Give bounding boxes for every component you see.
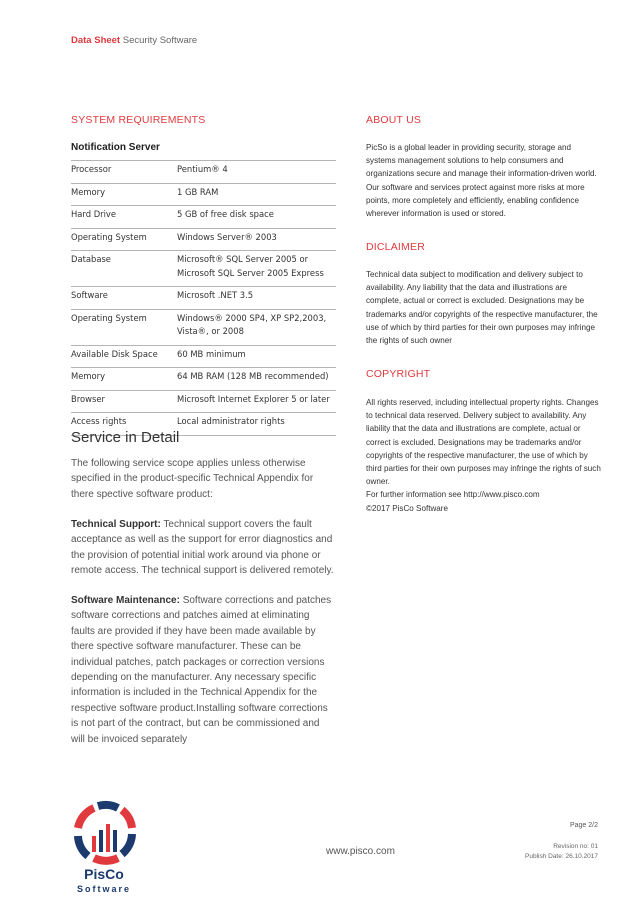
technical-support-text: Technical support covers the fault acceptance as well as the support for error diagnostics and the provision of potential initial work around via phone or remote access. The technical support is delivered remotely.: [71, 519, 334, 577]
requirement-value: 5 GB of free disk space: [177, 206, 336, 229]
copyright-body: All rights reserved, including intellectual property rights. Changes to technical data reserved. Delivery subject to availability. Any liability that the data and illustrations are complete, actual or correct is excluded. Designations may be trademarks and/or copyrights of the respective manufacturer, the use of which by third parties for their own purposes may infringe the rights of such owner.: [366, 398, 601, 487]
copyright-text: [366, 396, 602, 515]
revision-info: [525, 842, 598, 862]
requirement-value: Microsoft .NET 3.5: [177, 287, 336, 310]
requirements-table: [71, 160, 336, 436]
requirement-value: Microsoft Internet Explorer 5 or later: [177, 390, 336, 413]
requirement-key: Operating System: [71, 228, 177, 251]
requirement-key: Operating System: [71, 309, 177, 345]
service-title: Service in Detail: [71, 429, 180, 446]
table-title: Notification Server: [71, 142, 160, 153]
requirement-value: 64 MB RAM (128 MB recommended): [177, 368, 336, 391]
header-brand: Data Sheet: [71, 35, 121, 46]
requirement-row: [71, 368, 336, 391]
disclaimer-text: Technical data subject to modification and delivery subject to availability. Any liability that the data and illustrations are complete, actual or correct is excluded. Designations may be trademarks and/or copyrights of the respective manufacturer, the use of which by third parties for their own purposes may infringe the rights of such owner: [366, 270, 598, 346]
requirement-row: [71, 161, 336, 184]
logo-sub: Software: [76, 884, 131, 894]
requirement-row: [71, 206, 336, 229]
software-maintenance-label: Software Maintenance:: [71, 595, 180, 606]
requirement-row: [71, 251, 336, 287]
requirement-value: Pentium® 4: [177, 161, 336, 184]
requirement-key: Available Disk Space: [71, 345, 177, 368]
sysreq-title: SYSTEM REQUIREMENTS: [71, 114, 206, 126]
requirement-key: Hard Drive: [71, 206, 177, 229]
requirements-table-wrap: [71, 160, 336, 436]
requirement-key: Memory: [71, 183, 177, 206]
copyright-title: COPYRIGHT: [366, 368, 431, 380]
requirement-value: Local administrator rights: [177, 413, 336, 436]
requirement-key: Access rights: [71, 413, 177, 436]
service-intro: The following service scope applies unless otherwise specified in the product-specific Technical Appendix for there spective software product:: [71, 458, 314, 500]
header-subtitle: Security Software: [122, 35, 198, 46]
requirement-value: 1 GB RAM: [177, 183, 336, 206]
requirement-key: Database: [71, 251, 177, 287]
requirement-value: 60 MB minimum: [177, 345, 336, 368]
requirement-value: Windows Server® 2003: [177, 228, 336, 251]
requirement-key: Processor: [71, 161, 177, 184]
software-maintenance-text: Software corrections and patches software corrections and patches aimed at eliminating faults are provided if they have been made available by there spective software manufacturer. These can be individual patches, patch packages or correction versions depending on the manufacturer. Any necessary specific information is included in the Technical Appendix for the respective software product.Installing software corrections is not part of the contract, but can be commissioned and will be invoiced separately: [71, 595, 332, 745]
software-maintenance-paragraph: [71, 593, 336, 747]
copyright-info-link[interactable]: For further information see http://www.pisco.com: [366, 490, 540, 500]
requirement-row: [71, 309, 336, 345]
requirements-table-body: [71, 161, 336, 436]
requirement-row: [71, 183, 336, 206]
requirement-key: Software: [71, 287, 177, 310]
about-title: ABOUT US: [366, 114, 422, 126]
logo-name: PisCo: [84, 866, 124, 882]
about-text: PicSo is a global leader in providing security, storage and systems management solutions to help consumers and organizations secure and manage their information-driven world. Our software and services protect against more risks at more points, more completely and efficiently, enabling confidence wherever information is used or stored.: [366, 143, 597, 219]
page-number: Page 2/2: [569, 822, 598, 829]
publish-date: Publish Date: 26.10.2017: [525, 853, 598, 860]
revision-number: Revision no: 01: [553, 843, 598, 850]
requirement-row: [71, 228, 336, 251]
disclaimer-title: DICLAIMER: [366, 241, 425, 253]
requirement-value: Microsoft® SQL Server 2005 or Microsoft SQL Server 2005 Express: [177, 251, 336, 287]
requirement-key: Browser: [71, 390, 177, 413]
footer-website-link[interactable]: www.pisco.com: [326, 846, 395, 857]
copyright-year: ©2017 PisCo Software: [366, 503, 448, 513]
technical-support-label: Technical Support:: [71, 519, 161, 530]
logo-mark-icon: [70, 800, 140, 866]
requirement-row: [71, 287, 336, 310]
requirement-value: Windows® 2000 SP4, XP SP2,2003, Vista®, or 2008: [177, 309, 336, 345]
requirement-row: [71, 390, 336, 413]
requirement-row: [71, 345, 336, 368]
document-header: [71, 35, 197, 46]
requirement-key: Memory: [71, 368, 177, 391]
technical-support-paragraph: [71, 517, 336, 579]
